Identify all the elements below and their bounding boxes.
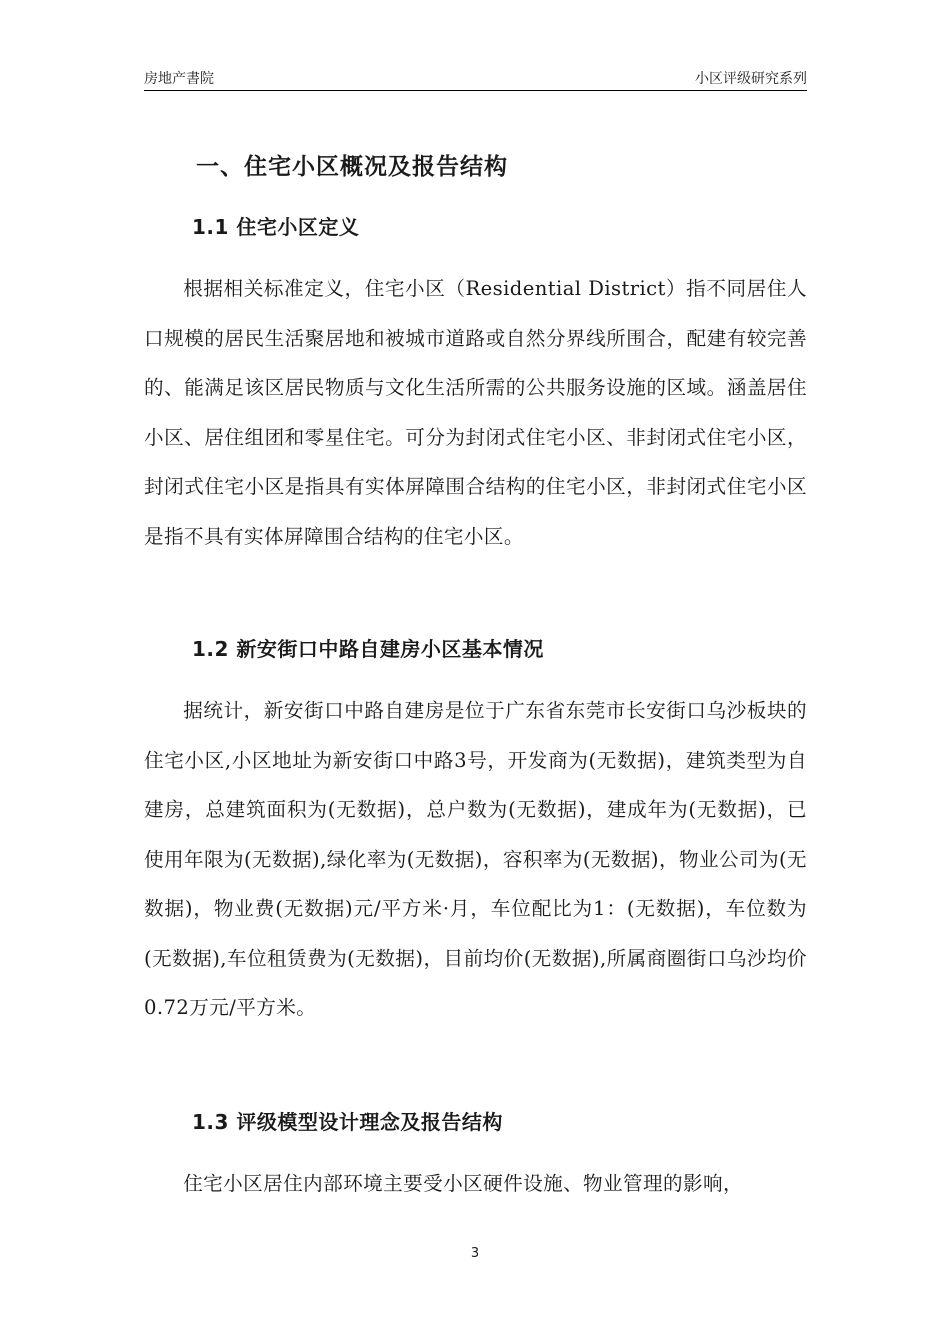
subsection-heading-1-3: 1.3 评级模型设计理念及报告结构 <box>192 1110 503 1134</box>
section-title: 一、住宅小区概况及报告结构 <box>196 154 508 180</box>
page-header <box>144 68 807 91</box>
header-series-title: 小区评级研究系列 <box>695 71 807 87</box>
paragraph-definition: 根据相关标准定义，住宅小区（Residential District）指不同居住人口规模的居民生活聚居地和被城市道路或自然分界线所围合，配建有较完善的、能满足该区居民物质与文化生活所需的公共服务设施的区域。涵盖居住小区、居住组团和零星住宅。可分为封闭式住宅小区、非封闭式住宅小区，封闭式住宅小区是指具有实体屏障围合结构的住宅小区，非封闭式住宅小区是指不具有实体屏障围合结构的住宅小区。 <box>144 277 807 548</box>
page-number: 3 <box>470 1246 480 1261</box>
header-publisher: 房地产書院 <box>144 71 214 87</box>
paragraph-basic-info: 据统计，新安街口中路自建房是位于广东省东莞市长安街口乌沙板块的住宅小区,小区地址为新安街口中路3号，开发商为(无数据)，建筑类型为自建房，总建筑面积为(无数据)，总户数为(无数据)，建成年为(无数据)，已使用年限为(无数据),绿化率为(无数据)，容积率为(无数据)，物业公司为(无数据)，物业费(无数据)元/平方米·月，车位配比为1：(无数据)，车位数为(无数据),车位租赁费为(无数据)，目前均价(无数据),所属商圈街口乌沙均价0.72万元/平方米。 <box>144 699 807 1019</box>
subsection-heading-1-2: 1.2 新安街口中路自建房小区基本情况 <box>192 637 544 661</box>
subsection-heading-1-1: 1.1 住宅小区定义 <box>192 215 360 239</box>
paragraph-model-design: 住宅小区居住内部环境主要受小区硬件设施、物业管理的影响， <box>183 1172 744 1195</box>
